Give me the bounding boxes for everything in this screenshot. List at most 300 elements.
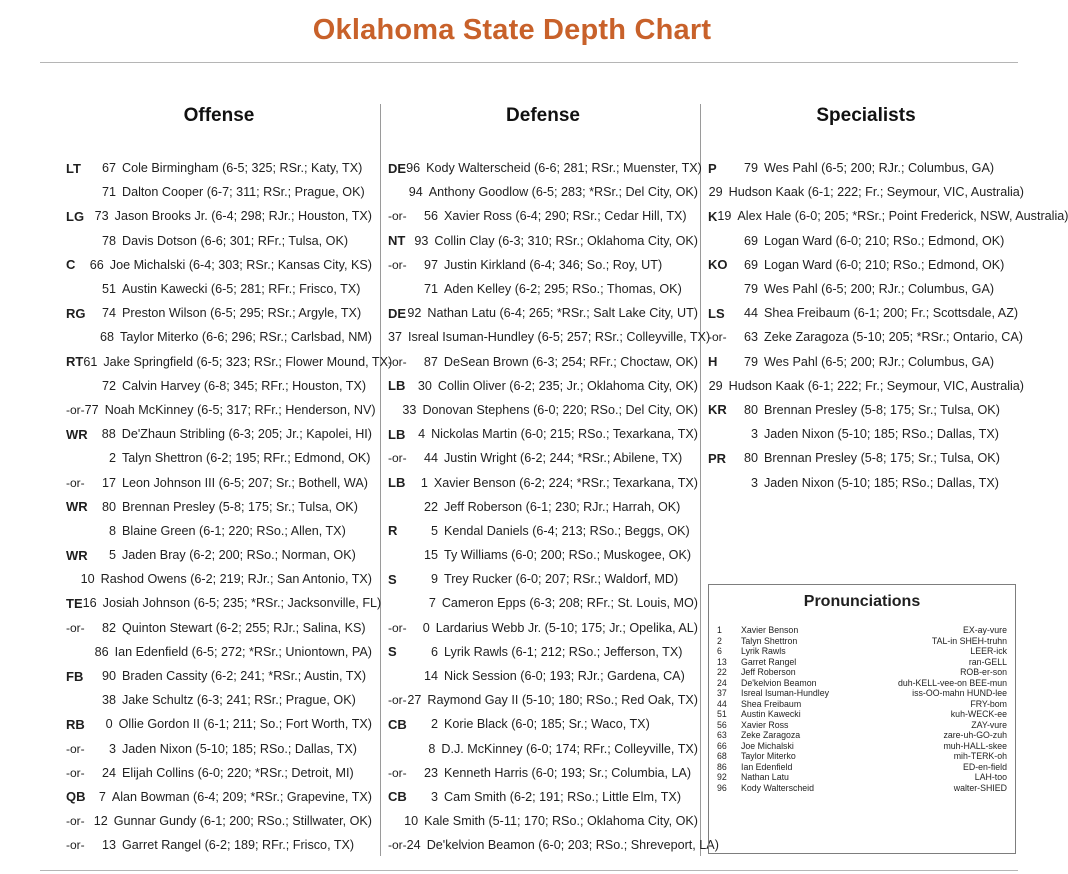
- pronunciation-guide: kuh-WECK-ee: [950, 709, 1007, 720]
- top-divider: [40, 62, 1018, 63]
- jersey-number: 78: [101, 233, 116, 248]
- pronunciation-row: [717, 688, 1007, 699]
- player-info: Isreal Isuman-Hundley (6-5; 257; RSr.; Colleyville, TX): [408, 330, 711, 345]
- roster-row: [708, 446, 1024, 470]
- player-info: Calvin Harvey (6-8; 345; RFr.; Houston, TX): [122, 378, 367, 393]
- pronunciation-row: [717, 709, 1007, 720]
- player-info: Justin Kirkland (6-4; 346; So.; Roy, UT): [444, 257, 663, 272]
- roster-row: [66, 229, 372, 253]
- player-info: Raymond Gay II (5-10; 180; RSo.; Red Oak, TX): [427, 693, 698, 708]
- roster-row: [388, 180, 698, 204]
- player-info: Shea Freibaum (6-1; 200; Fr.; Scottsdale, AZ): [764, 306, 1019, 321]
- offense-rows: [66, 156, 393, 857]
- position-label: PR: [708, 450, 727, 466]
- bottom-divider: [40, 870, 1018, 871]
- roster-row: [388, 591, 698, 615]
- jersey-number: 94: [408, 185, 423, 200]
- pronunciation-row: [717, 751, 1007, 762]
- jersey-number: 90: [101, 669, 116, 684]
- roster-row: [388, 301, 698, 325]
- pronunciation-name: Lyrik Rawls: [741, 646, 786, 657]
- pronunciation-row: [717, 741, 1007, 752]
- roster-row: [388, 785, 698, 809]
- player-info: Austin Kawecki (6-5; 281; RFr.; Frisco, TX): [122, 282, 361, 297]
- player-info: Brennan Presley (5-8; 175; Sr.; Tulsa, OK): [764, 402, 1000, 417]
- position-label: WR: [66, 499, 88, 515]
- jersey-number: 7: [98, 789, 106, 804]
- player-info: Nathan Latu (6-4; 265; *RSr.; Salt Lake City, UT): [427, 306, 698, 321]
- pronunciation-guide: EX-ay-vure: [963, 625, 1007, 636]
- pronunciation-name: Shea Freibaum: [741, 698, 802, 709]
- jersey-number: 51: [101, 282, 116, 297]
- position-label: -or-: [66, 620, 85, 635]
- position-label: S: [388, 644, 397, 660]
- pronunciations-heading: Pronunciations: [803, 593, 921, 610]
- pronunciation-number: 51: [717, 709, 727, 720]
- jersey-number: 97: [423, 257, 438, 272]
- player-info: Leon Johnson III (6-5; 207; Sr.; Bothell, WA): [122, 475, 368, 490]
- position-label: -or-: [388, 620, 407, 635]
- roster-row: [66, 277, 372, 301]
- roster-row: [66, 616, 372, 640]
- jersey-number: 8: [428, 741, 436, 756]
- jersey-number: 10: [80, 572, 95, 587]
- roster-row: [66, 422, 372, 446]
- pronunciation-number: 6: [717, 646, 722, 657]
- player-info: Jake Schultz (6-3; 241; RSr.; Prague, OK): [122, 693, 356, 708]
- position-label: -or-: [66, 838, 85, 853]
- position-label: P: [708, 160, 717, 176]
- roster-row: [66, 543, 372, 567]
- position-label: LB: [388, 426, 406, 442]
- player-info: Kale Smith (5-11; 170; RSo.; Oklahoma City, OK): [424, 814, 698, 829]
- roster-row: [66, 204, 372, 228]
- player-info: Cole Birmingham (6-5; 325; RSr.; Katy, TX): [122, 161, 363, 176]
- player-info: Logan Ward (6-0; 210; RSo.; Edmond, OK): [764, 257, 1005, 272]
- player-info: Donovan Stephens (6-0; 220; RSo.; Del City, OK): [422, 402, 698, 417]
- position-label: R: [388, 523, 398, 539]
- player-info: Xavier Ross (6-4; 290; RSr.; Cedar Hill, TX): [444, 209, 687, 224]
- pronunciation-name: Xavier Ross: [741, 719, 789, 730]
- roster-row: [388, 640, 698, 664]
- pronunciation-guide: walter-SHIED: [953, 782, 1007, 793]
- jersey-number: 77: [84, 402, 99, 417]
- roster-row: [388, 470, 698, 494]
- pronunciation-name: Jeff Roberson: [741, 667, 796, 678]
- roster-row: [708, 156, 1024, 180]
- player-info: Dalton Cooper (6-7; 311; RSr.; Prague, OK): [122, 185, 365, 200]
- pronunciation-guide: muh-HALL-skee: [943, 740, 1007, 751]
- pronunciation-name: Isreal Isuman-Hundley: [741, 688, 830, 699]
- pronunciation-row: [717, 720, 1007, 731]
- jersey-number: 63: [743, 330, 758, 345]
- jersey-number: 44: [423, 451, 438, 466]
- player-info: Davis Dotson (6-6; 301; RFr.; Tulsa, OK): [122, 233, 349, 248]
- jersey-number: 3: [108, 741, 116, 756]
- jersey-number: 22: [423, 499, 438, 514]
- roster-row: [708, 374, 1024, 398]
- pronunciation-name: Austin Kawecki: [741, 709, 801, 720]
- pronunciation-name: Taylor Miterko: [741, 751, 796, 762]
- player-info: Collin Clay (6-3; 310; RSr.; Oklahoma City, OK): [434, 233, 698, 248]
- roster-row: [66, 374, 372, 398]
- roster-row: [388, 664, 698, 688]
- specialists-rows: [708, 156, 1068, 495]
- player-info: De'kelvion Beamon (6-0; 203; RSo.; Shreveport, LA): [426, 838, 719, 853]
- player-info: Aden Kelley (6-2; 295; RSo.; Thomas, OK): [444, 282, 682, 297]
- player-info: Jaden Nixon (5-10; 185; RSo.; Dallas, TX): [764, 475, 999, 490]
- player-info: Ollie Gordon II (6-1; 211; So.; Fort Worth, TX): [118, 717, 372, 732]
- player-info: Logan Ward (6-0; 210; RSo.; Edmond, OK): [764, 233, 1005, 248]
- player-info: Hudson Kaak (6-1; 222; Fr.; Seymour, VIC, Australia): [728, 378, 1024, 393]
- roster-row: [66, 301, 372, 325]
- pronunciation-name: Nathan Latu: [741, 772, 789, 783]
- pronunciations-list: [717, 625, 1007, 793]
- pronunciation-guide: FRY-bom: [970, 698, 1007, 709]
- roster-row: [66, 180, 372, 204]
- position-label: QB: [66, 789, 86, 805]
- jersey-number: 87: [423, 354, 438, 369]
- pronunciation-name: Zeke Zaragoza: [741, 730, 801, 741]
- position-label: NT: [388, 233, 406, 249]
- roster-row: [388, 398, 698, 422]
- jersey-number: 80: [743, 402, 758, 417]
- jersey-number: 79: [743, 161, 758, 176]
- roster-row: [388, 495, 698, 519]
- jersey-number: 29: [708, 378, 723, 393]
- pronunciation-guide: ZAY-vure: [971, 719, 1007, 730]
- jersey-number: 16: [82, 596, 97, 611]
- jersey-number: 5: [108, 548, 116, 563]
- player-info: Jaden Nixon (5-10; 185; RSo.; Dallas, TX): [122, 741, 357, 756]
- player-info: Braden Cassity (6-2; 241; *RSr.; Austin, TX): [122, 669, 367, 684]
- roster-row: [66, 446, 372, 470]
- pronunciation-name: Joe Michalski: [741, 740, 794, 751]
- pronunciation-number: 92: [717, 772, 727, 783]
- pronunciation-number: 96: [717, 782, 727, 793]
- roster-row: [708, 325, 1024, 349]
- pronunciation-row: [717, 699, 1007, 710]
- specialists-heading: Specialists: [816, 105, 916, 126]
- pronunciation-number: 56: [717, 719, 727, 730]
- player-info: Hudson Kaak (6-1; 222; Fr.; Seymour, VIC, Australia): [728, 185, 1024, 200]
- player-info: Anthony Goodlow (6-5; 283; *RSr.; Del City, OK): [428, 185, 698, 200]
- position-label: -or-: [66, 475, 85, 490]
- jersey-number: 71: [423, 282, 438, 297]
- pronunciation-guide: LEER-ick: [970, 646, 1007, 657]
- roster-row: [388, 204, 698, 228]
- position-label: -or-: [66, 814, 85, 829]
- player-info: Trey Rucker (6-0; 207; RSr.; Waldorf, MD): [444, 572, 679, 587]
- roster-row: [388, 229, 698, 253]
- jersey-number: 14: [423, 669, 438, 684]
- pronunciation-guide: duh-KELL-vee-on BEE-mun: [897, 677, 1007, 688]
- jersey-number: 1: [420, 475, 428, 490]
- player-info: Alan Bowman (6-4; 209; *RSr.; Grapevine, TX): [111, 789, 372, 804]
- position-label: S: [388, 571, 397, 587]
- player-info: Wes Pahl (6-5; 200; RJr.; Columbus, GA): [764, 354, 995, 369]
- jersey-number: 38: [101, 693, 116, 708]
- position-label: RG: [66, 305, 86, 321]
- player-info: Preston Wilson (6-5; 295; RSr.; Argyle, TX): [122, 306, 362, 321]
- roster-row: [388, 253, 698, 277]
- roster-row: [66, 785, 372, 809]
- player-info: De'Zhaun Stribling (6-3; 205; Jr.; Kapolei, HI): [121, 427, 372, 442]
- jersey-number: 3: [750, 475, 758, 490]
- jersey-number: 13: [101, 838, 116, 853]
- pronunciation-number: 68: [717, 751, 727, 762]
- pronunciation-row: [717, 678, 1007, 689]
- jersey-number: 79: [743, 354, 758, 369]
- pronunciation-row: [717, 667, 1007, 678]
- pronunciation-guide: ROB-er-son: [960, 667, 1007, 678]
- player-info: Ty Williams (6-0; 200; RSo.; Muskogee, OK): [444, 548, 692, 563]
- roster-row: [388, 833, 719, 857]
- roster-row: [708, 398, 1024, 422]
- roster-row: [66, 253, 372, 277]
- roster-row: [708, 470, 1024, 494]
- player-info: Quinton Stewart (6-2; 255; RJr.; Salina, KS): [122, 620, 366, 635]
- jersey-number: 2: [430, 717, 438, 732]
- roster-row: [708, 277, 1024, 301]
- jersey-number: 3: [750, 427, 758, 442]
- player-info: Korie Black (6-0; 185; Sr.; Waco, TX): [444, 717, 650, 732]
- roster-row: [388, 737, 698, 761]
- position-label: CB: [388, 716, 407, 732]
- pronunciation-number: 1: [717, 625, 722, 636]
- player-info: Jake Springfield (6-5; 323; RSr.; Flower Mound, TX): [103, 354, 393, 369]
- jersey-number: 71: [101, 185, 116, 200]
- player-info: Jason Brooks Jr. (6-4; 298; RJr.; Houston, TX): [114, 209, 372, 224]
- player-info: Lardarius Webb Jr. (5-10; 175; Jr.; Opelika, AL): [435, 620, 698, 635]
- position-label: RT: [66, 354, 84, 370]
- pronunciation-name: Talyn Shettron: [741, 635, 798, 646]
- pronunciation-number: 63: [717, 730, 727, 741]
- player-info: Alex Hale (6-0; 205; *RSr.; Point Frederick, NSW, Australia): [737, 209, 1068, 224]
- page-title: Oklahoma State Depth Chart: [312, 14, 712, 46]
- jersey-number: 10: [404, 814, 419, 829]
- player-info: Jaden Nixon (5-10; 185; RSo.; Dallas, TX): [764, 427, 999, 442]
- roster-row: [708, 350, 1024, 374]
- jersey-number: 61: [83, 354, 98, 369]
- pronunciation-name: Ian Edenfield: [741, 761, 793, 772]
- roster-row: [388, 543, 698, 567]
- pronunciation-row: [717, 657, 1007, 668]
- jersey-number: 67: [101, 161, 116, 176]
- roster-row: [66, 737, 372, 761]
- pronunciations-box: [708, 584, 1016, 854]
- position-label: DE: [388, 305, 407, 321]
- roster-row: [66, 519, 372, 543]
- roster-row: [388, 688, 698, 712]
- jersey-number: 69: [743, 257, 758, 272]
- offense-heading: Offense: [183, 105, 255, 126]
- position-label: KR: [708, 402, 727, 418]
- position-label: -or-: [66, 765, 85, 780]
- pronunciation-number: 86: [717, 761, 727, 772]
- jersey-number: 27: [407, 693, 422, 708]
- player-info: D.J. McKinney (6-0; 174; RFr.; Colleyville, TX): [441, 741, 698, 756]
- roster-row: [708, 204, 1068, 228]
- position-label: -or-: [388, 765, 407, 780]
- player-info: Zeke Zaragoza (5-10; 205; *RSr.; Ontario, CA): [764, 330, 1023, 345]
- position-label: -or-: [388, 451, 407, 466]
- specialists-column: [708, 104, 1068, 495]
- pronunciation-guide: zare-uh-GO-zuh: [943, 730, 1007, 741]
- player-info: Kody Walterscheid (6-6; 281; RSr.; Muenster, TX): [426, 161, 702, 176]
- jersey-number: 4: [418, 427, 426, 442]
- player-info: Justin Wright (6-2; 244; *RSr.; Abilene, TX): [444, 451, 683, 466]
- player-info: Brennan Presley (5-8; 175; Sr.; Tulsa, OK): [122, 499, 358, 514]
- roster-row: [388, 277, 698, 301]
- pronunciation-row: [717, 646, 1007, 657]
- roster-row: [66, 591, 382, 615]
- jersey-number: 17: [101, 475, 116, 490]
- position-label: DE: [388, 160, 407, 176]
- jersey-number: 56: [423, 209, 438, 224]
- position-label: -or-: [66, 741, 85, 756]
- position-label: KO: [708, 257, 728, 273]
- pronunciation-guide: ran-GELL: [968, 656, 1007, 667]
- player-info: Garret Rangel (6-2; 189; RFr.; Frisco, TX): [122, 838, 355, 853]
- offense-column: [66, 104, 393, 857]
- jersey-number: 24: [406, 838, 421, 853]
- roster-row: [388, 350, 698, 374]
- pronunciation-name: Kody Walterscheid: [741, 782, 815, 793]
- roster-row: [66, 809, 372, 833]
- player-info: Kenneth Harris (6-0; 193; Sr.; Columbia, LA): [444, 765, 692, 780]
- roster-row: [66, 833, 372, 857]
- jersey-number: 29: [708, 185, 723, 200]
- jersey-number: 74: [101, 306, 116, 321]
- roster-row: [388, 519, 698, 543]
- pronunciation-guide: TAL-in SHEH-truhn: [931, 635, 1007, 646]
- jersey-number: 7: [428, 596, 436, 611]
- column-divider-1: [380, 104, 381, 856]
- pronunciation-guide: LAH-too: [974, 772, 1007, 783]
- player-info: Cameron Epps (6-3; 208; RFr.; St. Louis, MO): [441, 596, 698, 611]
- jersey-number: 0: [422, 620, 430, 635]
- roster-row: [66, 325, 372, 349]
- player-info: Brennan Presley (5-8; 175; Sr.; Tulsa, OK): [764, 451, 1000, 466]
- pronunciation-guide: iss-OO-mahn HUND-lee: [912, 688, 1007, 699]
- jersey-number: 12: [93, 814, 108, 829]
- pronunciation-name: Garret Rangel: [741, 656, 797, 667]
- roster-row: [66, 688, 372, 712]
- pronunciation-number: 66: [717, 740, 727, 751]
- player-info: DeSean Brown (6-3; 254; RFr.; Choctaw, OK): [443, 354, 698, 369]
- pronunciation-name: Xavier Benson: [741, 625, 799, 636]
- pronunciation-row: [717, 636, 1007, 647]
- position-label: LG: [66, 208, 85, 224]
- roster-row: [388, 616, 698, 640]
- jersey-number: 69: [743, 233, 758, 248]
- roster-row: [388, 809, 698, 833]
- jersey-number: 19: [717, 209, 732, 224]
- position-label: LT: [66, 160, 81, 176]
- jersey-number: 82: [101, 620, 116, 635]
- defense-heading: Defense: [506, 105, 580, 126]
- roster-row: [388, 712, 698, 736]
- player-info: Noah McKinney (6-5; 317; RFr.; Henderson, NV): [104, 402, 376, 417]
- roster-row: [388, 567, 698, 591]
- position-label: TE: [66, 595, 83, 611]
- jersey-number: 0: [105, 717, 113, 732]
- pronunciation-row: [717, 783, 1007, 794]
- player-info: Ian Edenfield (6-5; 272; *RSr.; Uniontown, PA): [114, 644, 372, 659]
- player-info: Nick Session (6-0; 193; RJr.; Gardena, CA): [444, 669, 685, 684]
- player-info: Jeff Roberson (6-1; 230; RJr.; Harrah, OK): [444, 499, 681, 514]
- position-label: -or-: [66, 402, 85, 417]
- pronunciation-number: 37: [717, 688, 727, 699]
- player-info: Joe Michalski (6-4; 303; RSr.; Kansas City, KS): [109, 257, 372, 272]
- player-info: Lyrik Rawls (6-1; 212; RSo.; Jefferson, TX): [444, 644, 683, 659]
- jersey-number: 44: [743, 306, 758, 321]
- position-label: -or-: [708, 330, 727, 345]
- roster-row: [66, 470, 372, 494]
- player-info: Wes Pahl (6-5; 200; RJr.; Columbus, GA): [764, 161, 995, 176]
- jersey-number: 92: [407, 306, 422, 321]
- player-info: Jaden Bray (6-2; 200; RSo.; Norman, OK): [122, 548, 356, 563]
- position-label: H: [708, 354, 718, 370]
- roster-row: [388, 446, 698, 470]
- jersey-number: 79: [743, 282, 758, 297]
- roster-row: [66, 664, 372, 688]
- jersey-number: 73: [94, 209, 109, 224]
- position-label: C: [66, 257, 76, 273]
- roster-row: [388, 422, 698, 446]
- jersey-number: 96: [406, 161, 421, 176]
- roster-row: [708, 301, 1024, 325]
- jersey-number: 8: [108, 523, 116, 538]
- position-label: -or-: [388, 209, 407, 224]
- player-info: Rashod Owens (6-2; 219; RJr.; San Antonio, TX): [100, 572, 372, 587]
- player-info: Josiah Johnson (6-5; 235; *RSr.; Jacksonville, FL): [102, 596, 382, 611]
- player-info: Talyn Shettron (6-2; 195; RFr.; Edmond, OK): [122, 451, 371, 466]
- roster-row: [66, 640, 372, 664]
- jersey-number: 30: [417, 378, 432, 393]
- position-label: WR: [66, 426, 88, 442]
- pronunciation-number: 2: [717, 635, 722, 646]
- pronunciation-row: [717, 730, 1007, 741]
- roster-row: [66, 712, 372, 736]
- position-label: LS: [708, 305, 725, 321]
- jersey-number: 23: [423, 765, 438, 780]
- jersey-number: 24: [101, 765, 116, 780]
- position-label: CB: [388, 789, 407, 805]
- position-label: -or-: [388, 693, 407, 708]
- player-info: Wes Pahl (6-5; 200; RJr.; Columbus, GA): [764, 282, 995, 297]
- roster-row: [66, 398, 376, 422]
- pronunciation-number: 24: [717, 677, 727, 688]
- roster-row: [66, 156, 372, 180]
- roster-row: [388, 325, 711, 349]
- pronunciation-row: [717, 762, 1007, 773]
- jersey-number: 86: [94, 644, 109, 659]
- pronunciation-row: [717, 772, 1007, 783]
- position-label: -or-: [388, 838, 407, 853]
- jersey-number: 3: [430, 789, 438, 804]
- jersey-number: 2: [108, 451, 116, 466]
- position-label: WR: [66, 547, 88, 563]
- jersey-number: 5: [430, 523, 438, 538]
- jersey-number: 6: [430, 644, 438, 659]
- player-info: Taylor Miterko (6-6; 296; RSr.; Carlsbad, NM): [120, 330, 372, 345]
- roster-row: [66, 567, 372, 591]
- jersey-number: 93: [414, 233, 429, 248]
- player-info: Kendal Daniels (6-4; 213; RSo.; Beggs, OK): [444, 523, 690, 538]
- roster-row: [66, 495, 372, 519]
